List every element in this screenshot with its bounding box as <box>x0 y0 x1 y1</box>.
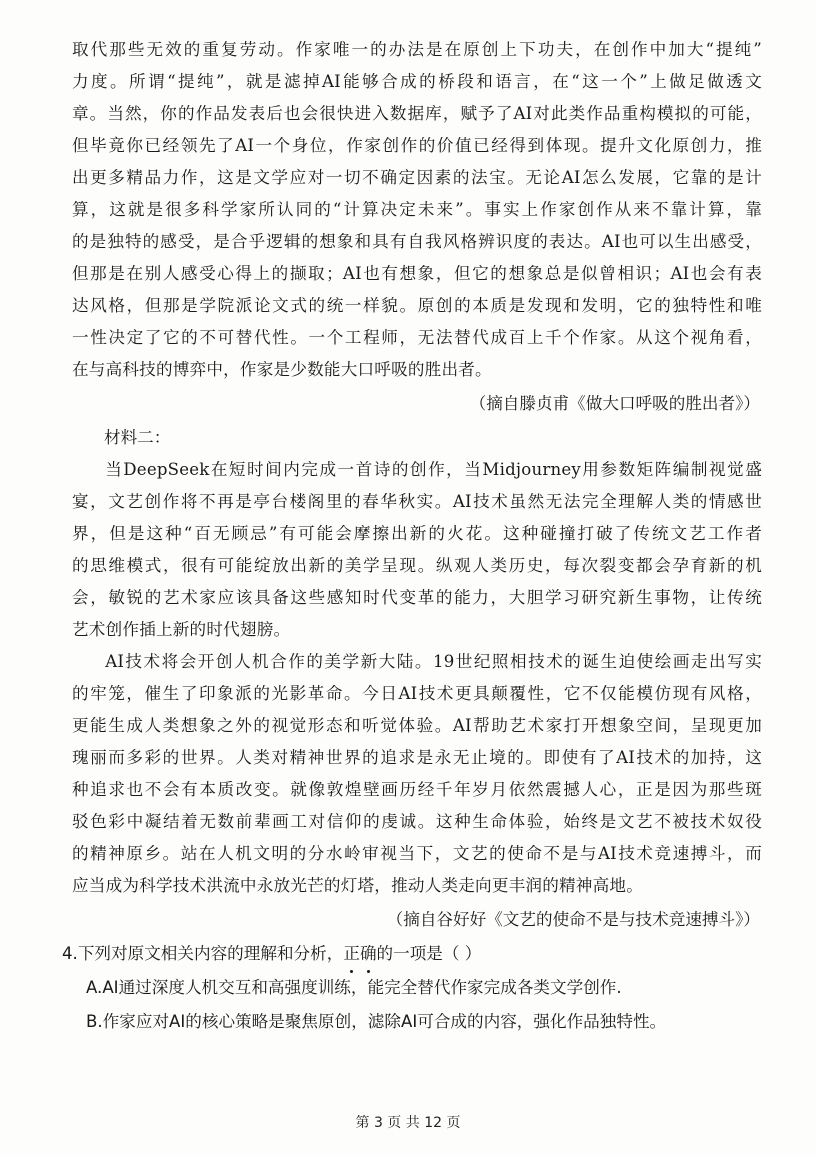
emphasis-char: 确 <box>360 938 377 970</box>
text-line: 章。当然，你的作品发表后也会很快进入数据库，赋予了AI对此类作品重构模拟的可能， <box>72 104 762 123</box>
text-line: 宴，文艺创作将不再是亭台楼阁里的春华秋实。AI技术虽然无法完全理解人类的情感世 <box>72 492 762 511</box>
question-4-stem <box>62 938 762 972</box>
text-line: 会，敏锐的艺术家应该具备这些感知时代变革的能力，大胆学习研究新生事物，让传统 <box>72 588 762 607</box>
question-stem-suffix: 的一项是（ ） <box>376 944 482 963</box>
text-line: 算，这就是很多科学家所认同的“计算决定未来”。事实上作家创作从来不靠计算，靠 <box>72 200 762 219</box>
text-line: 力度。所谓“提纯”，就是滤掉AI能够合成的桥段和语言，在“这一个”上做足做透文 <box>72 72 762 91</box>
text-line: 但那是在别人感受心得上的撷取；AI也有想象，但它的想象总是似曾相识；AI也会有表 <box>72 264 762 283</box>
text-line: 在与高科技的博弈中，作家是少数能大口呼吸的胜出者。 <box>72 360 492 379</box>
text-line: 更能生成人类想象之外的视觉形态和听觉体验。AI帮助艺术家打开想象空间，呈现更加 <box>72 716 762 735</box>
emphasis-char: 正 <box>343 938 360 970</box>
material2-paragraph-2 <box>72 646 762 902</box>
page-content <box>62 34 762 1040</box>
material2-label: 材料二： <box>104 428 171 447</box>
question-stem-dotted <box>343 944 376 963</box>
question-stem-prefix: 4.下列对原文相关内容的理解和分析， <box>62 944 344 963</box>
text-line: 艺术创作插上新的时代翅膀。 <box>72 620 291 639</box>
material2-source: （摘自谷好好《文艺的使命不是与技术竞速搏斗》） <box>386 910 760 929</box>
material1-source: （摘自滕贞甫《做大口呼吸的胜出者》） <box>469 394 760 413</box>
text-line: 当DeepSeek在短时间内完成一首诗的创作，当Midjourney用参数矩阵编制视觉盛 <box>105 460 762 479</box>
text-line: 的思维模式，很有可能绽放出新的美学呈现。纵观人类历史，每次裂变都会孕育新的机 <box>72 556 762 575</box>
text-line: 但毕竟你已经领先了AI一个身位，作家创作的价值已经得到体现。提升文化原创力，推 <box>72 136 762 155</box>
text-line: 的精神原乡。站在人机文明的分水岭审视当下，文艺的使命不是与AI技术竞速搏斗，而 <box>72 844 762 863</box>
option-b[interactable]: B.作家应对AI的核心策略是聚焦原创，滤除AI可合成的内容，强化作品独特性。 <box>86 1012 667 1031</box>
text-line: 种追求也不会有本质改变。就像敦煌壁画历经千年岁月依然震撼人心，正是因为那些斑 <box>72 780 762 799</box>
text-line: 界，但是这种“百无顾忌”有可能会摩擦出新的火花。这种碰撞打破了传统文艺工作者 <box>72 524 762 543</box>
option-a[interactable]: A.AI通过深度人机交互和高强度训练，能完全替代作家完成各类文学创作. <box>86 978 622 997</box>
text-line: 达风格，但那是学院派论文式的统一样貌。原创的本质是发现和发明，它的独特性和唯 <box>72 296 762 315</box>
text-line: 的是独特的感受，是合乎逻辑的想象和具有自我风格辨识度的表达。AI也可以生出感受， <box>72 232 762 251</box>
text-line: 取代那些无效的重复劳动。作家唯一的办法是在原创上下功夫，在创作中加大“提纯” <box>72 40 762 59</box>
text-line: AI技术将会开创人机合作的美学新大陆。19世纪照相技术的诞生迫使绘画走出写实 <box>105 652 762 671</box>
material1-paragraph <box>72 34 762 386</box>
text-line: 一性决定了它的不可替代性。一个工程师，无法替代成百上千个作家。从这个视角看， <box>72 328 762 347</box>
text-line: 的牢笼，催生了印象派的光影革命。今日AI技术更具颠覆性，它不仅能模仿现有风格， <box>72 684 762 703</box>
text-line: 应当成为科学技术洪流中永放光芒的灯塔，推动人类走向更丰润的精神高地。 <box>72 876 643 895</box>
text-line: 瑰丽而多彩的世界。人类对精神世界的追求是永无止境的。即使有了AI技术的加持，这 <box>72 748 762 767</box>
page-number-footer: 第 3 页 共 12 页 <box>355 1115 461 1131</box>
text-line: 出更多精品力作，这是文学应对一切不确定因素的法宝。无论AI怎么发展，它靠的是计 <box>72 168 762 187</box>
text-line: 驳色彩中凝结着无数前辈画工对信仰的虔诚。这种生命体验，始终是文艺不被技术奴役 <box>72 812 762 831</box>
material2-paragraph-1 <box>72 454 762 646</box>
